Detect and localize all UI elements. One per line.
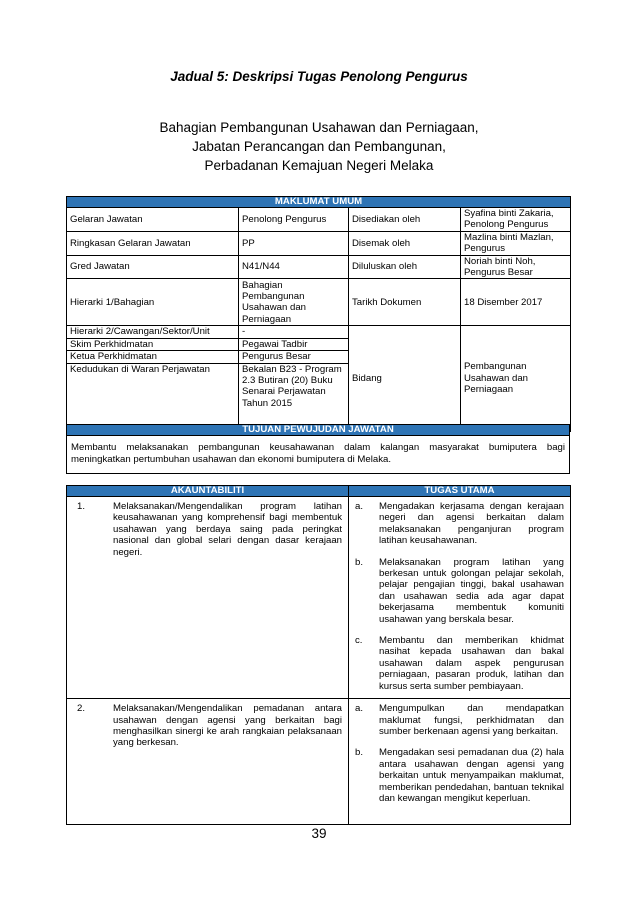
task-letter: a.: [355, 501, 364, 512]
field-value: Mazlina binti Mazlan, Pengurus: [461, 231, 571, 255]
field-label: Skim Perkhidmatan: [67, 338, 239, 350]
task-letter: a.: [355, 703, 364, 715]
field-value: -: [239, 326, 349, 338]
akauntabiliti-text: Melaksanakan/Mengendalikan program latihan keusahawanan yang komprehensif bagi membentuk usahawan yang berdaya saing pada peringkat nasional dan global selari dengan dasar kerajaan negeri.: [113, 501, 342, 558]
task-letter: b.: [355, 556, 364, 568]
field-value: N41/N44: [239, 255, 349, 279]
field-label: Ringkasan Gelaran Jawatan: [67, 231, 239, 255]
tujuan-header: TUJUAN PEWUJUDAN JAWATAN: [67, 425, 570, 436]
document-title: Jadual 5: Deskripsi Tugas Penolong Pengurus: [170, 69, 468, 84]
maklumat-umum-table: [66, 196, 571, 432]
task-text: Mengadakan kerjasama dengan kerajaan negeri dan agensi berkaitan dalam melaksanakan penganjuran program latihan keusahawanan.: [379, 501, 564, 547]
tujuan-table: [66, 424, 570, 474]
tujuan-text: Membantu melaksanakan pembangunan keusahawanan dalam kalangan masyarakat bumiputera bagi meningkatkan pertumbuhan usahawan dan ekonomi bumiputera di Melaka.: [67, 436, 570, 474]
task-text: Mengumpulkan dan mendapatkan maklumat fungsi, perkhidmatan dan sumber berkenaan agensi yang berkaitan.: [379, 703, 564, 737]
field-label: Hierarki 1/Bahagian: [67, 279, 239, 326]
bidang-label: Bidang: [349, 326, 461, 431]
field-label: Disediakan oleh: [349, 208, 461, 232]
task-text: Mengadakan sesi pemadanan dua (2) hala antara usahawan dengan agensi yang berkaitan untuk menyampaikan maklumat, memberikan pendedahan, bantuan teknikal dan kewangan mengikut keperluan.: [379, 747, 564, 804]
field-label: Kedudukan di Waran Perjawatan: [67, 363, 239, 431]
subtitle-line: Bahagian Pembangunan Usahawan dan Perniagaan,: [159, 120, 479, 135]
field-value: Pengurus Besar: [239, 351, 349, 363]
field-label: Hierarki 2/Cawangan/Sektor/Unit: [67, 326, 239, 338]
field-label: Gred Jawatan: [67, 255, 239, 279]
tugas-utama-header: TUGAS UTAMA: [349, 486, 571, 497]
field-value: Bekalan B23 - Program 2.3 Butiran (20) Buku Senarai Perjawatan Tahun 2015: [239, 363, 349, 431]
field-label: Ketua Perkhidmatan: [67, 351, 239, 363]
task-letter: b.: [355, 747, 364, 759]
task-text: Melaksanakan program latihan yang berkesan untuk golongan pelajar sekolah, pelajar pengajian tinggi, bakal usahawan dan usahawan sedia ada agar dapat bekerjasama membentuk komuniti usahawan yang berskala besar.: [379, 556, 564, 625]
field-value: 18 Disember 2017: [461, 279, 571, 326]
field-value: PP: [239, 231, 349, 255]
field-label: Diluluskan oleh: [349, 255, 461, 279]
akauntabiliti-header: AKAUNTABILITI: [67, 486, 349, 497]
task-letter: c.: [355, 635, 363, 647]
akauntabiliti-number: 2.: [77, 703, 86, 715]
field-label: Disemak oleh: [349, 231, 461, 255]
subtitle-line: Jabatan Perancangan dan Pembangunan,: [192, 139, 446, 154]
bidang-value: Pembangunan Usahawan dan Perniagaan: [461, 326, 571, 431]
akauntabiliti-text: Melaksanakan/Mengendalikan pemadanan antara usahawan dengan agensi yang berkaitan bagi menghasilkan sinergi ke arah rangkaian pelaksanaan yang berkesan.: [113, 703, 342, 749]
task-text: Membantu dan memberikan khidmat nasihat kepada usahawan dan bakal usahawan dalam aspek pengurusan perniagaan, pasaran produk, latihan dan kursus serta sumber pembiayaan.: [379, 635, 564, 692]
field-value: Penolong Pengurus: [239, 208, 349, 232]
page-number: 39: [311, 826, 327, 841]
field-label: Gelaran Jawatan: [67, 208, 239, 232]
subtitle-line: Perbadanan Kemajuan Negeri Melaka: [204, 158, 434, 173]
field-value: Pegawai Tadbir: [239, 338, 349, 350]
field-value: Bahagian Pembangunan Usahawan dan Perniagaan: [239, 279, 349, 326]
akauntabiliti-number: 1.: [77, 501, 86, 512]
document-subtitle: [0, 118, 638, 175]
maklumat-umum-header: MAKLUMAT UMUM: [67, 197, 571, 208]
field-value: Noriah binti Noh, Pengurus Besar: [461, 255, 571, 279]
field-label: Tarikh Dokumen: [349, 279, 461, 326]
table-row: [67, 497, 571, 699]
field-value: Syafina binti Zakaria, Penolong Pengurus: [461, 208, 571, 232]
akauntabiliti-table: [66, 485, 571, 825]
table-row: [67, 699, 571, 825]
